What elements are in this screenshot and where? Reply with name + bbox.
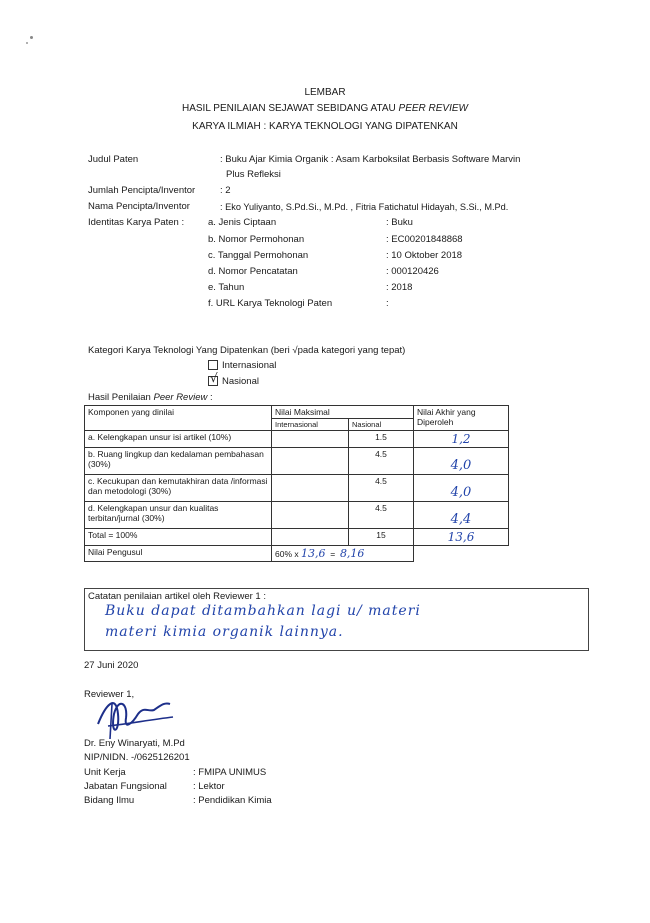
score-table bbox=[84, 405, 509, 562]
item-value: : 2018 bbox=[386, 282, 413, 293]
unit-label: Unit Kerja bbox=[84, 767, 126, 778]
catatan-handwriting-2: materi kimia organik lainnya. bbox=[105, 624, 344, 640]
table-row bbox=[85, 475, 509, 502]
row-nasional: 4.5 bbox=[349, 475, 414, 502]
item-label: e. Tahun bbox=[208, 282, 245, 293]
signature-icon bbox=[88, 684, 178, 744]
nama-value: : Eko Yuliyanto, S.Pd.Si., M.Pd. , Fitria Fatichatul Hidayah, S.Si., M.Pd. bbox=[220, 202, 509, 212]
col-komponen: Komponen yang dinilai bbox=[85, 406, 272, 431]
row-nasional: 4.5 bbox=[349, 502, 414, 529]
col-internasional: Internasional bbox=[272, 419, 349, 431]
jumlah-label: Jumlah Pencipta/Inventor bbox=[88, 185, 196, 196]
table-row bbox=[85, 448, 509, 475]
item-label: a. Jenis Ciptaan bbox=[208, 217, 277, 228]
row-internasional bbox=[272, 431, 349, 448]
jabatan-label: Jabatan Fungsional bbox=[84, 781, 167, 792]
reviewer-label: Reviewer 1, bbox=[84, 689, 135, 700]
total-nasional: 15 bbox=[349, 529, 414, 546]
judul-label: Judul Paten bbox=[88, 154, 139, 165]
col-nasional: Nasional bbox=[349, 419, 414, 431]
kategori-option-internasional[interactable]: Internasional bbox=[208, 360, 276, 372]
row-akhir: 4,0 bbox=[414, 475, 509, 502]
item-label: f. URL Karya Teknologi Paten bbox=[208, 298, 333, 309]
reviewer-nip: NIP/NIDN. -/0625126201 bbox=[84, 752, 190, 763]
jumlah-value: : 2 bbox=[220, 185, 231, 196]
row-komponen: c. Kecukupan dan kemutakhiran data /informasi dan metodologi (30%) bbox=[85, 475, 272, 502]
row-komponen: d. Kelengkapan unsur dan kualitas terbitan/jurnal (30%) bbox=[85, 502, 272, 529]
table-row bbox=[85, 431, 509, 448]
total-label: Total = 100% bbox=[85, 529, 272, 546]
row-akhir: 1,2 bbox=[414, 431, 509, 448]
item-label: c. Tanggal Permohonan bbox=[208, 250, 309, 261]
row-nasional: 1.5 bbox=[349, 431, 414, 448]
row-akhir: 4,0 bbox=[414, 448, 509, 475]
bidang-label: Bidang Ilmu bbox=[84, 795, 135, 806]
item-value: : 10 Oktober 2018 bbox=[386, 250, 463, 261]
item-label: d. Nomor Pencatatan bbox=[208, 266, 298, 277]
subtitle-text: HASIL PENILAIAN SEJAWAT SEBIDANG ATAU PEER REVIEW bbox=[181, 103, 468, 114]
scan-speck bbox=[30, 36, 33, 39]
row-komponen: b. Ruang lingkup dan kedalaman pembahasan (30%) bbox=[85, 448, 272, 475]
table-pengusul-row bbox=[85, 546, 509, 562]
item-value: : Buku bbox=[386, 217, 413, 228]
row-komponen: a. Kelengkapan unsur isi artikel (10%) bbox=[85, 431, 272, 448]
doc-subtitle-2: KARYA ILMIAH : KARYA TEKNOLOGI YANG DIPATENKAN bbox=[192, 121, 458, 132]
total-internasional bbox=[272, 529, 349, 546]
catatan-label: Catatan penilaian artikel oleh Reviewer 1 : bbox=[88, 591, 266, 602]
reviewer-name: Dr. Eny Winaryati, M.Pd bbox=[84, 738, 185, 749]
nama-label: Nama Pencipta/Inventor bbox=[88, 201, 190, 212]
col-akhir: Nilai Akhir yang Diperoleh bbox=[414, 406, 509, 431]
row-internasional bbox=[272, 448, 349, 475]
checkbox-checked-icon: √ bbox=[210, 371, 218, 386]
scan-speck bbox=[26, 42, 28, 44]
catatan-box bbox=[84, 588, 589, 651]
row-akhir: 4,4 bbox=[414, 502, 509, 529]
empty-cell bbox=[414, 546, 509, 562]
total-akhir: 13,6 bbox=[414, 529, 509, 546]
pengusul-label: Nilai Pengusul bbox=[85, 546, 272, 562]
table-row bbox=[85, 502, 509, 529]
catatan-handwriting-1: Buku dapat ditambahkan lagi u/ materi bbox=[105, 603, 421, 619]
col-nilai-maks: Nilai Maksimal bbox=[272, 406, 414, 419]
row-internasional bbox=[272, 475, 349, 502]
row-internasional bbox=[272, 502, 349, 529]
checkbox-empty-icon bbox=[208, 360, 218, 370]
pengusul-calc: 60% x 13,6 = 8,16 bbox=[272, 546, 414, 562]
doc-subtitle bbox=[0, 103, 650, 115]
item-value: : 000120426 bbox=[386, 266, 439, 277]
kategori-option-nasional[interactable]: √ Nasional bbox=[210, 371, 259, 387]
identitas-label: Identitas Karya Paten : bbox=[88, 217, 185, 228]
kategori-label: Kategori Karya Teknologi Yang Dipatenkan (beri √pada kategori yang tepat) bbox=[88, 345, 406, 356]
judul-value-2: Plus Refleksi bbox=[226, 169, 281, 180]
bidang-value: : Pendidikan Kimia bbox=[193, 795, 272, 806]
item-label: b. Nomor Permohonan bbox=[208, 234, 305, 245]
judul-value: : Buku Ajar Kimia Organik : Asam Karboksilat Berbasis Software Marvin bbox=[220, 154, 521, 165]
jabatan-value: : Lektor bbox=[193, 781, 225, 792]
doc-title: LEMBAR bbox=[304, 87, 346, 98]
table-header-row bbox=[85, 406, 509, 419]
date: 27 Juni 2020 bbox=[84, 660, 139, 671]
table-total-row bbox=[85, 529, 509, 546]
hasil-title: Hasil Penilaian Peer Review : bbox=[88, 392, 213, 403]
row-nasional: 4.5 bbox=[349, 448, 414, 475]
item-value: : bbox=[386, 298, 389, 309]
unit-value: : FMIPA UNIMUS bbox=[193, 767, 267, 778]
item-value: : EC00201848868 bbox=[386, 234, 463, 245]
